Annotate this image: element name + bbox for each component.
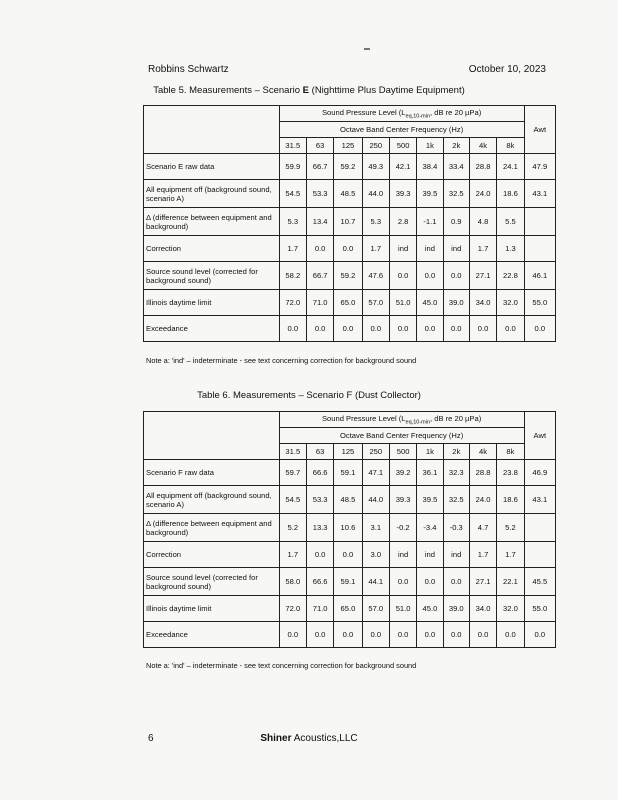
table-cell: 28.8	[469, 460, 496, 486]
table-cell: 27.1	[469, 262, 496, 290]
table-cell: 3.1	[362, 514, 389, 542]
table-cell: 53.3	[306, 486, 333, 514]
table-cell: 0.0	[334, 236, 362, 262]
table-cell: 47.1	[362, 460, 389, 486]
table-cell: 57.0	[362, 596, 389, 622]
table-row	[144, 208, 556, 236]
table-cell: 10.6	[334, 514, 362, 542]
table-cell: 71.0	[306, 596, 333, 622]
table-row	[144, 180, 556, 208]
table-cell: 23.8	[497, 460, 524, 486]
table-cell: 1.7	[469, 542, 496, 568]
table-cell: 0.0	[389, 316, 416, 342]
table-cell: 28.8	[469, 154, 496, 180]
table6-awt-header: Awt	[524, 412, 555, 460]
table-cell: 32.3	[443, 460, 469, 486]
table-cell: 1.7	[469, 236, 496, 262]
table-row	[144, 568, 556, 596]
table-cell: -0.2	[389, 514, 416, 542]
table-cell: 0.0	[334, 316, 362, 342]
table-cell: 44.0	[362, 486, 389, 514]
table-cell	[524, 542, 555, 568]
table-cell: 24.0	[469, 486, 496, 514]
table-cell: 59.7	[279, 460, 306, 486]
table-cell: 66.7	[306, 262, 333, 290]
table-cell: 65.0	[334, 596, 362, 622]
header-author: Robbins Schwartz	[148, 64, 229, 75]
table5-freq-header: 1k	[417, 138, 443, 154]
table-cell: 72.0	[279, 290, 306, 316]
page-number: 6	[148, 733, 154, 744]
row-label: Correction	[144, 236, 280, 262]
table-cell: 46.1	[524, 262, 555, 290]
table-cell: 0.0	[389, 622, 416, 648]
table5-freq-header: 8k	[497, 138, 524, 154]
table-cell: 36.1	[417, 460, 443, 486]
table-cell: ind	[389, 236, 416, 262]
table-row	[144, 596, 556, 622]
header-date: October 10, 2023	[468, 64, 546, 75]
table-cell: 18.6	[497, 486, 524, 514]
table-cell: 2.8	[389, 208, 416, 236]
table-cell: 0.0	[443, 316, 469, 342]
table-cell: 39.3	[389, 180, 416, 208]
table-cell: 71.0	[306, 290, 333, 316]
table-row	[144, 460, 556, 486]
table-cell: 72.0	[279, 596, 306, 622]
table6	[143, 411, 556, 648]
table-cell: 53.3	[306, 180, 333, 208]
table-cell: 1.7	[497, 542, 524, 568]
table-cell: 0.0	[417, 568, 443, 596]
table-cell: 0.0	[334, 542, 362, 568]
table-cell: 0.0	[279, 316, 306, 342]
table-cell: 49.3	[362, 154, 389, 180]
table-cell: 0.0	[497, 622, 524, 648]
table-cell: 0.0	[306, 316, 333, 342]
table-row	[144, 622, 556, 648]
scan-speck	[364, 48, 370, 50]
table-row	[144, 236, 556, 262]
table6-freq-header: 500	[389, 444, 416, 460]
table-cell: 22.8	[497, 262, 524, 290]
table5-freq-header: 2k	[443, 138, 469, 154]
row-label: Source sound level (corrected for background sound)	[144, 568, 280, 596]
table-cell: 0.0	[497, 316, 524, 342]
table-cell: 39.3	[389, 486, 416, 514]
table-cell: 4.7	[469, 514, 496, 542]
table-cell: 34.0	[469, 290, 496, 316]
table-cell: ind	[389, 542, 416, 568]
table-cell: 66.6	[306, 568, 333, 596]
table-cell: 0.0	[443, 568, 469, 596]
table-cell	[524, 514, 555, 542]
table-row	[144, 486, 556, 514]
table-cell: 5.2	[279, 514, 306, 542]
table-cell: 57.0	[362, 290, 389, 316]
row-label: Δ (difference between equipment and background)	[144, 208, 280, 236]
table-cell: 34.0	[469, 596, 496, 622]
table-cell: 44.0	[362, 180, 389, 208]
table5-freq-header: 125	[334, 138, 362, 154]
table-cell: 18.6	[497, 180, 524, 208]
table6-freq-header: 31.5	[279, 444, 306, 460]
table5-awt-header: Awt	[524, 106, 555, 154]
table-cell: 5.3	[279, 208, 306, 236]
table6-freq-header: 250	[362, 444, 389, 460]
row-label: All equipment off (background sound, scenario A)	[144, 486, 280, 514]
table-cell: 65.0	[334, 290, 362, 316]
table-cell: 44.1	[362, 568, 389, 596]
table6-corner-cell	[144, 412, 280, 460]
table-cell: 24.0	[469, 180, 496, 208]
table5	[143, 105, 556, 342]
table-cell: ind	[443, 236, 469, 262]
table-cell: ind	[417, 542, 443, 568]
table-cell: 0.0	[389, 568, 416, 596]
table-cell: 39.5	[417, 180, 443, 208]
table5-caption: Table 5. Measurements – Scenario E (Nighttime Plus Daytime Equipment)	[153, 85, 465, 96]
table-cell: -0.3	[443, 514, 469, 542]
row-label: All equipment off (background sound, scenario A)	[144, 180, 280, 208]
table-cell: 45.5	[524, 568, 555, 596]
row-label: Δ (difference between equipment and background)	[144, 514, 280, 542]
table-row	[144, 542, 556, 568]
table-cell: 33.4	[443, 154, 469, 180]
footer-company: Shiner Acoustics,LLC	[260, 733, 358, 744]
table-cell: 1.7	[279, 236, 306, 262]
table-row	[144, 316, 556, 342]
table-row	[144, 290, 556, 316]
table-cell: 0.9	[443, 208, 469, 236]
table-cell: 66.6	[306, 460, 333, 486]
table5-octave-header: Octave Band Center Frequency (Hz)	[279, 122, 524, 138]
table5-corner-cell	[144, 106, 280, 154]
table-cell: 43.1	[524, 180, 555, 208]
table-cell: 32.5	[443, 180, 469, 208]
table-cell: 0.0	[389, 262, 416, 290]
table6-freq-header: 8k	[497, 444, 524, 460]
table-cell: 0.0	[469, 316, 496, 342]
table5-freq-header: 31.5	[279, 138, 306, 154]
table-cell: 38.4	[417, 154, 443, 180]
table-cell: 1.3	[497, 236, 524, 262]
table-cell	[524, 208, 555, 236]
table-cell: 1.7	[279, 542, 306, 568]
table-cell: 42.1	[389, 154, 416, 180]
row-label: Illinois daytime limit	[144, 596, 280, 622]
row-label: Source sound level (corrected for background sound)	[144, 262, 280, 290]
table6-note: Note a: 'ind' – indeterminate - see text concerning correction for background sound	[146, 661, 417, 670]
table-cell: 3.0	[362, 542, 389, 568]
table-cell: 13.3	[306, 514, 333, 542]
table-row	[144, 514, 556, 542]
table-cell: ind	[443, 542, 469, 568]
table-cell: 55.0	[524, 290, 555, 316]
table-cell: 39.5	[417, 486, 443, 514]
table-cell: 47.6	[362, 262, 389, 290]
table-cell: 51.0	[389, 596, 416, 622]
table-cell: ind	[417, 236, 443, 262]
table-cell: 46.9	[524, 460, 555, 486]
row-label: Illinois daytime limit	[144, 290, 280, 316]
table-cell: 48.5	[334, 180, 362, 208]
table-cell: 22.1	[497, 568, 524, 596]
table-cell: 0.0	[524, 316, 555, 342]
table6-freq-header: 63	[306, 444, 333, 460]
table-cell: 39.2	[389, 460, 416, 486]
table-cell: 0.0	[417, 262, 443, 290]
table-cell: 39.0	[443, 596, 469, 622]
table-cell: 0.0	[417, 316, 443, 342]
table-cell: 59.1	[334, 460, 362, 486]
table-cell: 27.1	[469, 568, 496, 596]
table-cell: 55.0	[524, 596, 555, 622]
table-cell: 58.2	[279, 262, 306, 290]
table-cell: 43.1	[524, 486, 555, 514]
table-cell: 39.0	[443, 290, 469, 316]
table-cell: 1.7	[362, 236, 389, 262]
row-label: Exceedance	[144, 622, 280, 648]
table5-note: Note a: 'ind' – indeterminate - see text concerning correction for background sound	[146, 356, 417, 365]
table-cell: 58.0	[279, 568, 306, 596]
table-cell	[524, 236, 555, 262]
row-label: Scenario F raw data	[144, 460, 280, 486]
table6-freq-header: 125	[334, 444, 362, 460]
table-cell: 0.0	[334, 622, 362, 648]
table-cell: 5.3	[362, 208, 389, 236]
table5-freq-header: 4k	[469, 138, 496, 154]
table-cell: 5.5	[497, 208, 524, 236]
table-cell: 0.0	[443, 622, 469, 648]
table-cell: 59.2	[334, 154, 362, 180]
table-cell: -3.4	[417, 514, 443, 542]
table-cell: 32.0	[497, 596, 524, 622]
table-cell: 0.0	[362, 622, 389, 648]
table-cell: 0.0	[362, 316, 389, 342]
table-cell: 0.0	[443, 262, 469, 290]
table6-caption: Table 6. Measurements – Scenario F (Dust Collector)	[197, 390, 421, 401]
table-cell: 59.9	[279, 154, 306, 180]
row-label: Exceedance	[144, 316, 280, 342]
table-cell: 24.1	[497, 154, 524, 180]
table-cell: 13.4	[306, 208, 333, 236]
table-cell: 54.5	[279, 180, 306, 208]
table-cell: 32.5	[443, 486, 469, 514]
table-cell: 0.0	[279, 622, 306, 648]
row-label: Correction	[144, 542, 280, 568]
table-cell: 59.2	[334, 262, 362, 290]
row-label: Scenario E raw data	[144, 154, 280, 180]
table-cell: 0.0	[524, 622, 555, 648]
table-cell: 0.0	[469, 622, 496, 648]
table-cell: 4.8	[469, 208, 496, 236]
table-cell: 0.0	[306, 236, 333, 262]
table-cell: 5.2	[497, 514, 524, 542]
table-cell: 10.7	[334, 208, 362, 236]
table6-freq-header: 1k	[417, 444, 443, 460]
table6-freq-header: 4k	[469, 444, 496, 460]
table6-octave-header: Octave Band Center Frequency (Hz)	[279, 428, 524, 444]
table-cell: 32.0	[497, 290, 524, 316]
table-cell: 45.0	[417, 290, 443, 316]
table-cell: 45.0	[417, 596, 443, 622]
table6-freq-header: 2k	[443, 444, 469, 460]
table-cell: 0.0	[306, 622, 333, 648]
table-cell: 54.5	[279, 486, 306, 514]
table5-freq-header: 63	[306, 138, 333, 154]
table-row	[144, 262, 556, 290]
table-cell: -1.1	[417, 208, 443, 236]
table-cell: 0.0	[417, 622, 443, 648]
table-cell: 0.0	[306, 542, 333, 568]
table-row	[144, 154, 556, 180]
table5-spl-header: Sound Pressure Level ($L_{eq,10-min}$, dB re 20 µPa)	[279, 106, 524, 122]
table-cell: 59.1	[334, 568, 362, 596]
table5-freq-header: 250	[362, 138, 389, 154]
table5-freq-header: 500	[389, 138, 416, 154]
table6-spl-header: Sound Pressure Level ($L_{eq,10-min}$, dB re 20 µPa)	[279, 412, 524, 428]
table-cell: 66.7	[306, 154, 333, 180]
table-cell: 48.5	[334, 486, 362, 514]
table-cell: 51.0	[389, 290, 416, 316]
table-cell: 47.9	[524, 154, 555, 180]
